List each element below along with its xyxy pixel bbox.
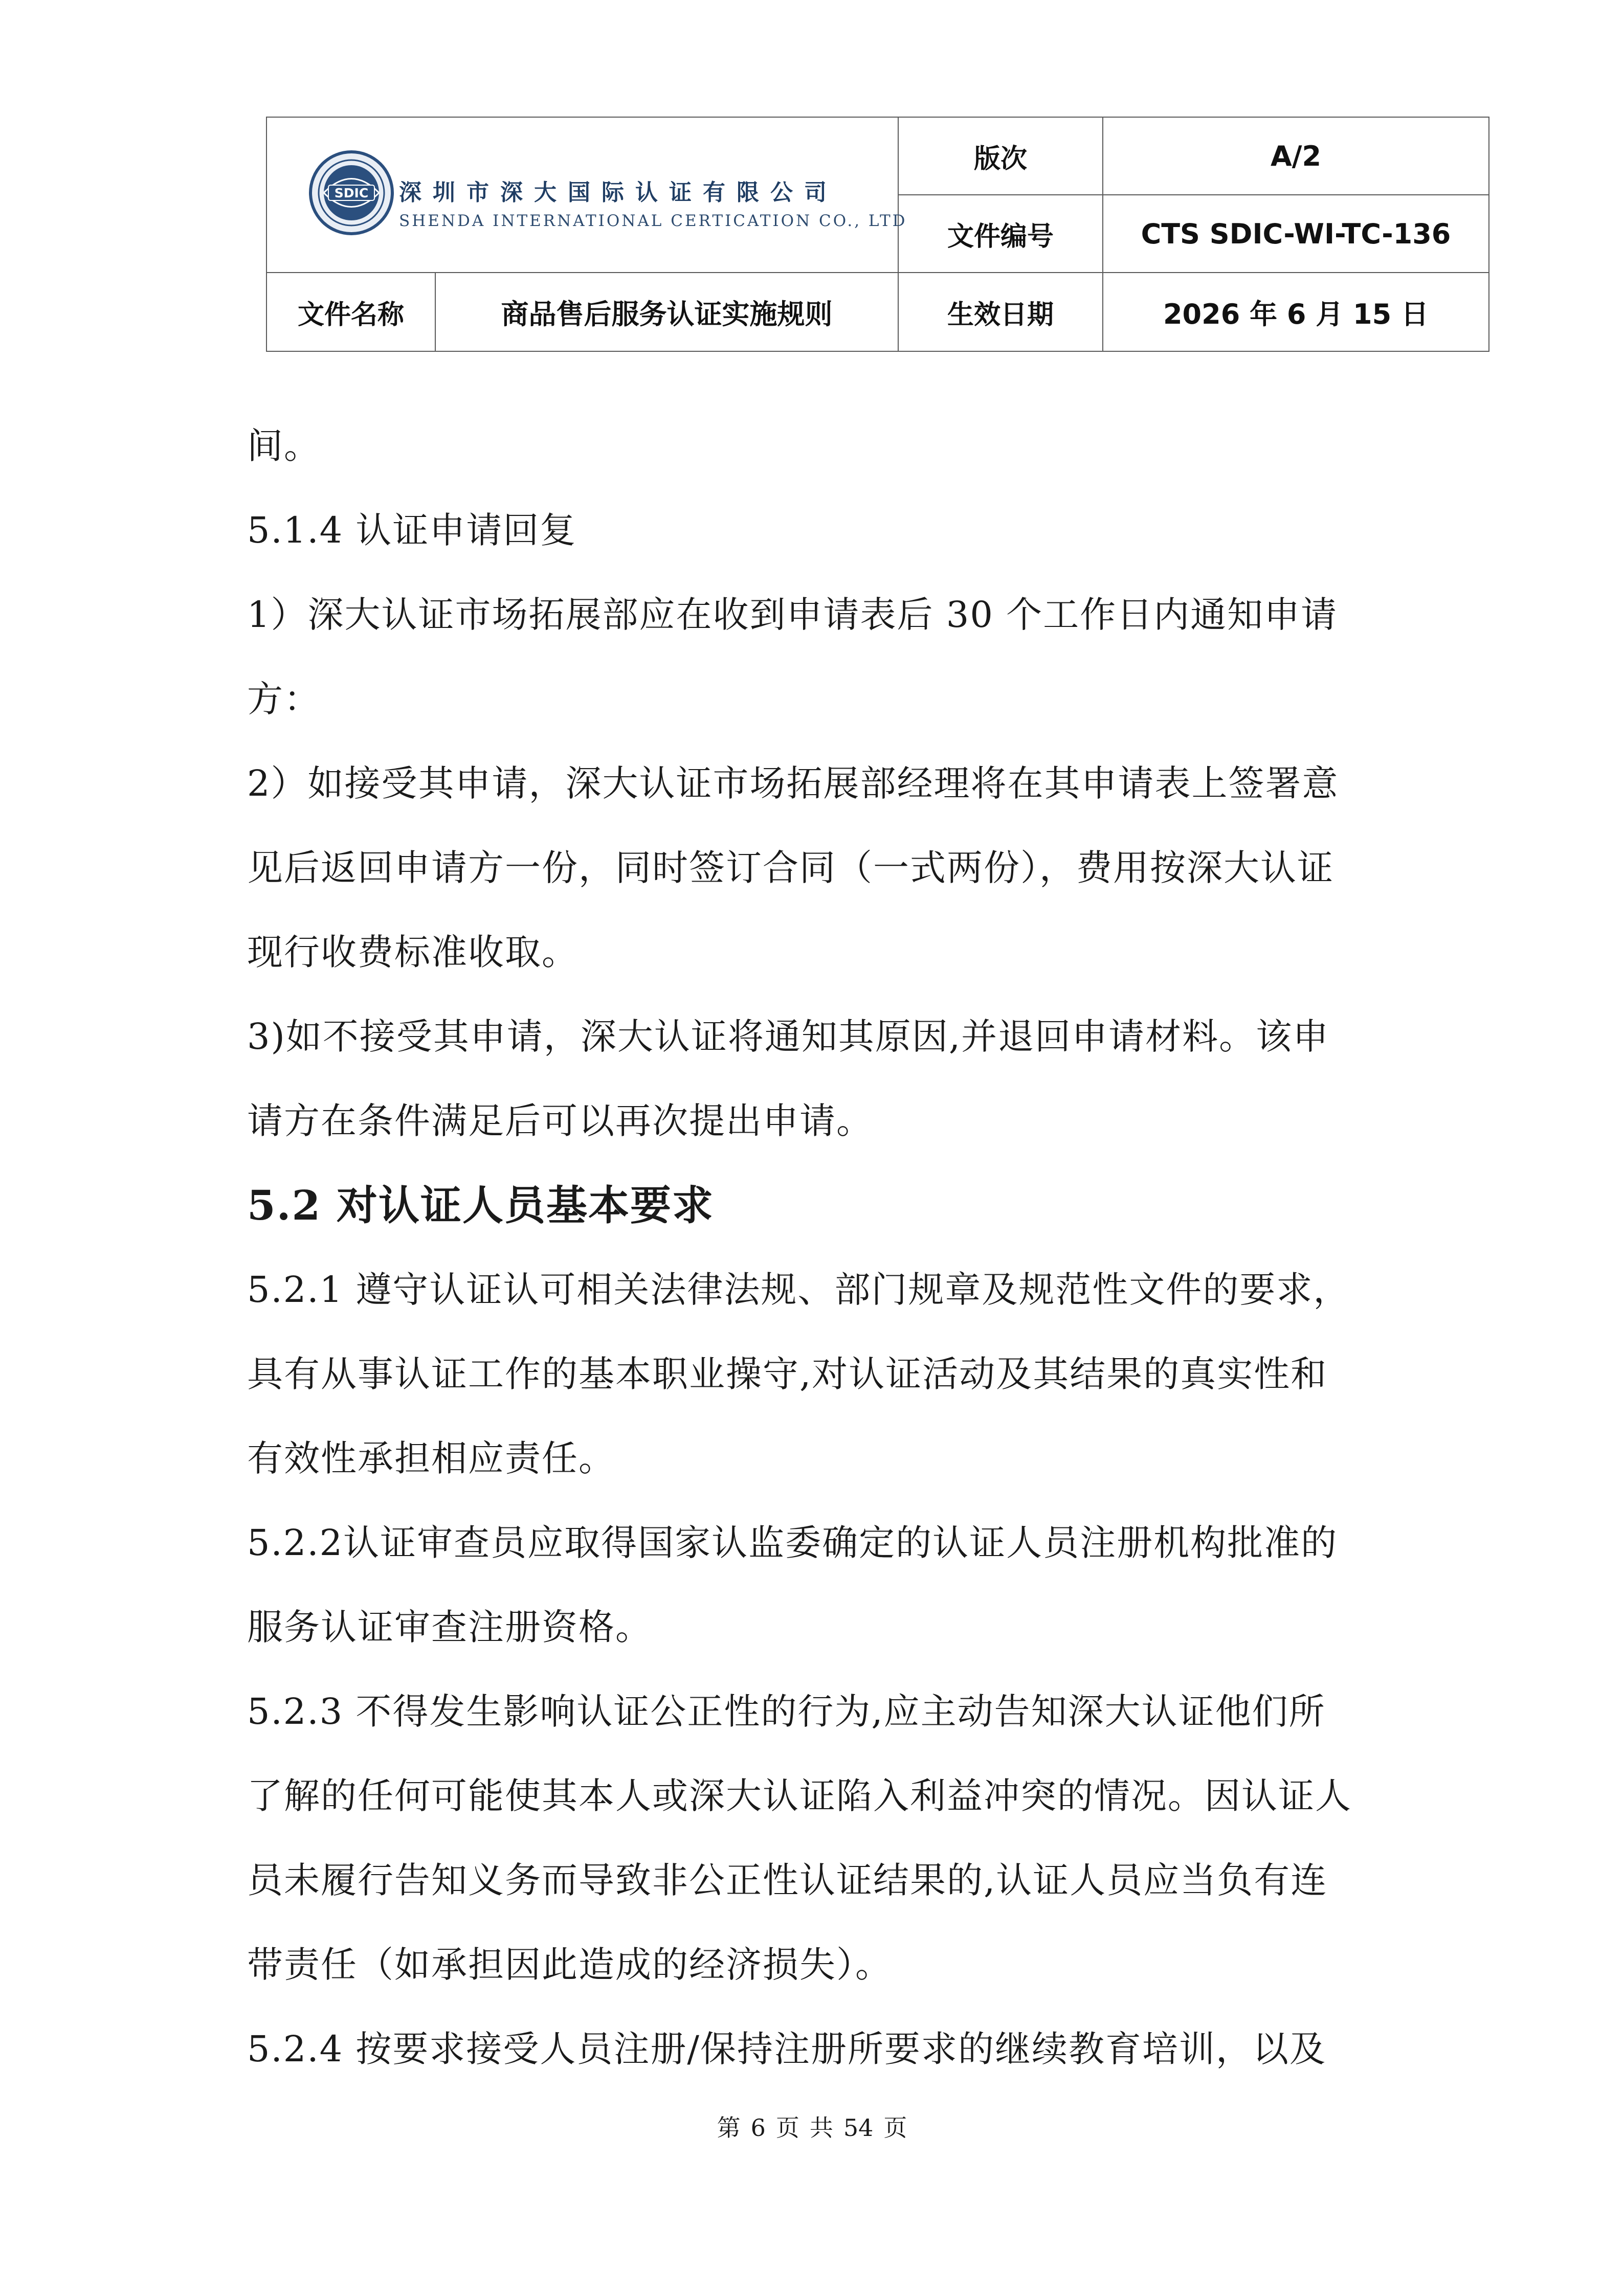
page-number: 6 <box>750 2114 766 2142</box>
body-line: 5.2.1 遵守认证认可相关法律法规、部门规章及规范性文件的要求， <box>247 1269 1350 1311</box>
body-line: 方： <box>247 678 321 720</box>
body-line: 见后返回申请方一份，同时签订合同（一式两份），费用按深大认证 <box>247 847 1334 889</box>
body-line: 间。 <box>247 425 321 467</box>
body-line: 3)如不接受其申请，深大认证将通知其原因,并退回申请材料。该申 <box>247 1016 1330 1057</box>
section-heading-5-2: 5.2 对认证人员基本要求 <box>247 1181 715 1229</box>
footer-suffix: 页 <box>883 2114 907 2142</box>
doc-number-label: 文件编号 <box>898 195 1103 273</box>
doc-name-label: 文件名称 <box>266 273 435 351</box>
body-line: 服务认证审查注册资格。 <box>247 1606 652 1648</box>
footer-page-word: 页 <box>775 2114 799 2142</box>
footer-total-word: 共 <box>809 2114 833 2142</box>
company-name-cn: 深圳市深大国际认证有限公司 <box>399 179 838 206</box>
total-pages: 54 <box>843 2114 874 2142</box>
document-body <box>247 404 1400 2091</box>
effective-date-value: 2026 年 6 月 15 日 <box>1103 273 1489 351</box>
body-line: 请方在条件满足后可以再次提出申请。 <box>247 1100 873 1142</box>
body-line: 5.2.4 按要求接受人员注册/保持注册所要求的继续教育培训，以及 <box>247 2028 1326 2070</box>
body-line: 有效性承担相应责任。 <box>247 1437 615 1479</box>
page-footer <box>0 2109 1624 2143</box>
logo-word: SDIC <box>334 186 369 200</box>
body-line: 员未履行告知义务而导致非公正性认证结果的,认证人员应当负有连 <box>247 1859 1328 1901</box>
footer-prefix: 第 <box>717 2114 741 2142</box>
effective-date-label: 生效日期 <box>898 273 1103 351</box>
logo-cell <box>266 117 907 273</box>
header-table <box>266 117 1489 352</box>
doc-name-value: 商品售后服务认证实施规则 <box>435 273 898 351</box>
doc-number-value: CTS SDIC-WI-TC-136 <box>1103 195 1489 273</box>
version-label: 版次 <box>898 117 1103 195</box>
company-logo <box>308 149 907 272</box>
sdic-seal-icon <box>308 149 395 236</box>
company-name-en: SHENDA INTERNATIONAL CERTICATION CO., LTD <box>399 212 907 230</box>
body-line: 了解的任何可能使其本人或深大认证陷入利益冲突的情况。因认证人 <box>247 1775 1352 1817</box>
body-line: 5.2.2认证审查员应取得国家认监委确定的认证人员注册机构批准的 <box>247 1522 1338 1564</box>
body-line: 现行收费标准收取。 <box>247 931 579 973</box>
body-line: 2）如接受其申请，深大认证市场拓展部经理将在其申请表上签署意 <box>247 762 1339 804</box>
version-value: A/2 <box>1103 117 1489 195</box>
body-line: 1）深大认证市场拓展部应在收到申请表后 30 个工作日内通知申请 <box>247 594 1338 636</box>
body-line: 带责任（如承担因此造成的经济损失）。 <box>247 1944 892 1986</box>
body-line: 5.2.3 不得发生影响认证公正性的行为,应主动告知深大认证他们所 <box>247 1691 1326 1732</box>
section-title-5-1-4: 5.1.4 认证申请回复 <box>247 509 577 551</box>
body-line: 具有从事认证工作的基本职业操守,对认证活动及其结果的真实性和 <box>247 1353 1328 1395</box>
